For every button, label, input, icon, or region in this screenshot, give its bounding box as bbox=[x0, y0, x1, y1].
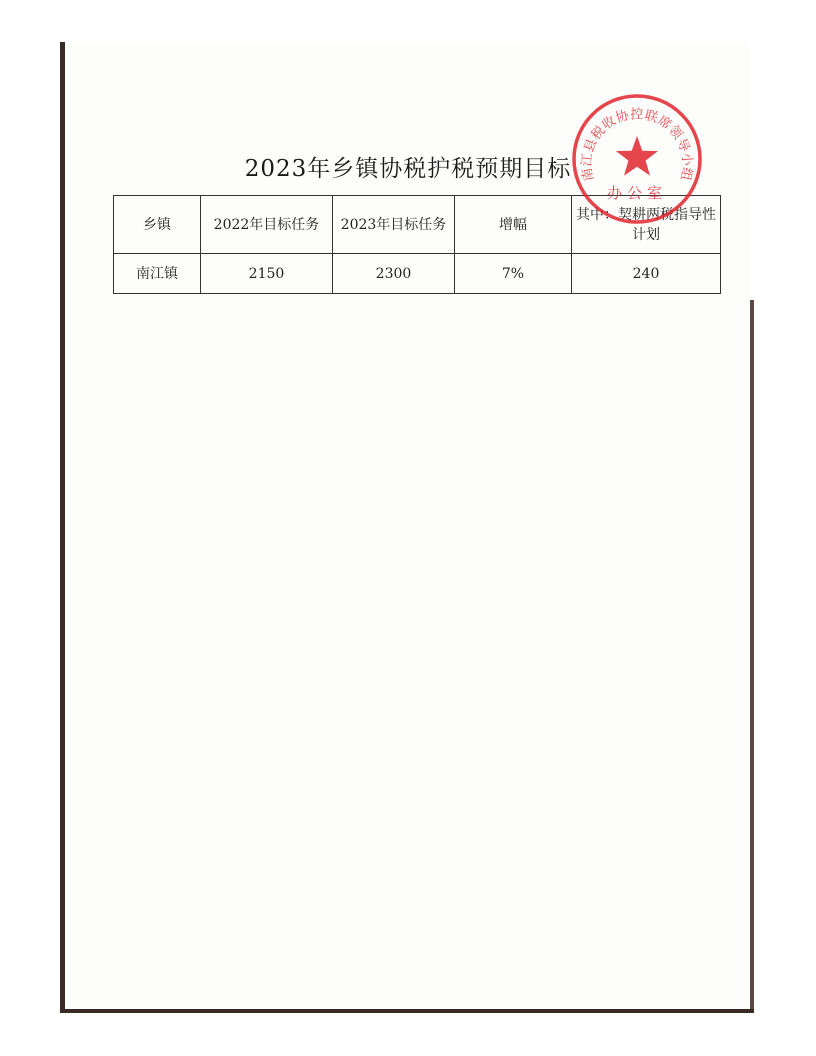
scan-edge-bottom bbox=[60, 1009, 754, 1013]
document-title: 2023年乡镇协税护税预期目标 bbox=[244, 156, 572, 182]
header-growth: 增幅 bbox=[455, 196, 572, 254]
header-deed-tax-plan: 其中：契耕两税指导性计划 bbox=[572, 196, 721, 254]
header-2023-target: 2023年目标任务 bbox=[333, 196, 455, 254]
table-row bbox=[114, 254, 721, 294]
header-township: 乡镇 bbox=[114, 196, 201, 254]
cell-deed-tax-plan: 240 bbox=[572, 254, 721, 294]
seal-star-icon bbox=[616, 136, 658, 176]
cell-2023-target: 2300 bbox=[333, 254, 455, 294]
seal-text-top: 南江县税收协控联席领导小组 bbox=[579, 107, 695, 183]
scan-edge-right bbox=[750, 300, 754, 1012]
cell-growth: 7% bbox=[455, 254, 572, 294]
cell-2022-target: 2150 bbox=[201, 254, 333, 294]
official-seal bbox=[570, 92, 704, 226]
header-2022-target: 2022年目标任务 bbox=[201, 196, 333, 254]
cell-township: 南江镇 bbox=[114, 254, 201, 294]
seal-text-bottom: 办公室 bbox=[606, 184, 668, 202]
